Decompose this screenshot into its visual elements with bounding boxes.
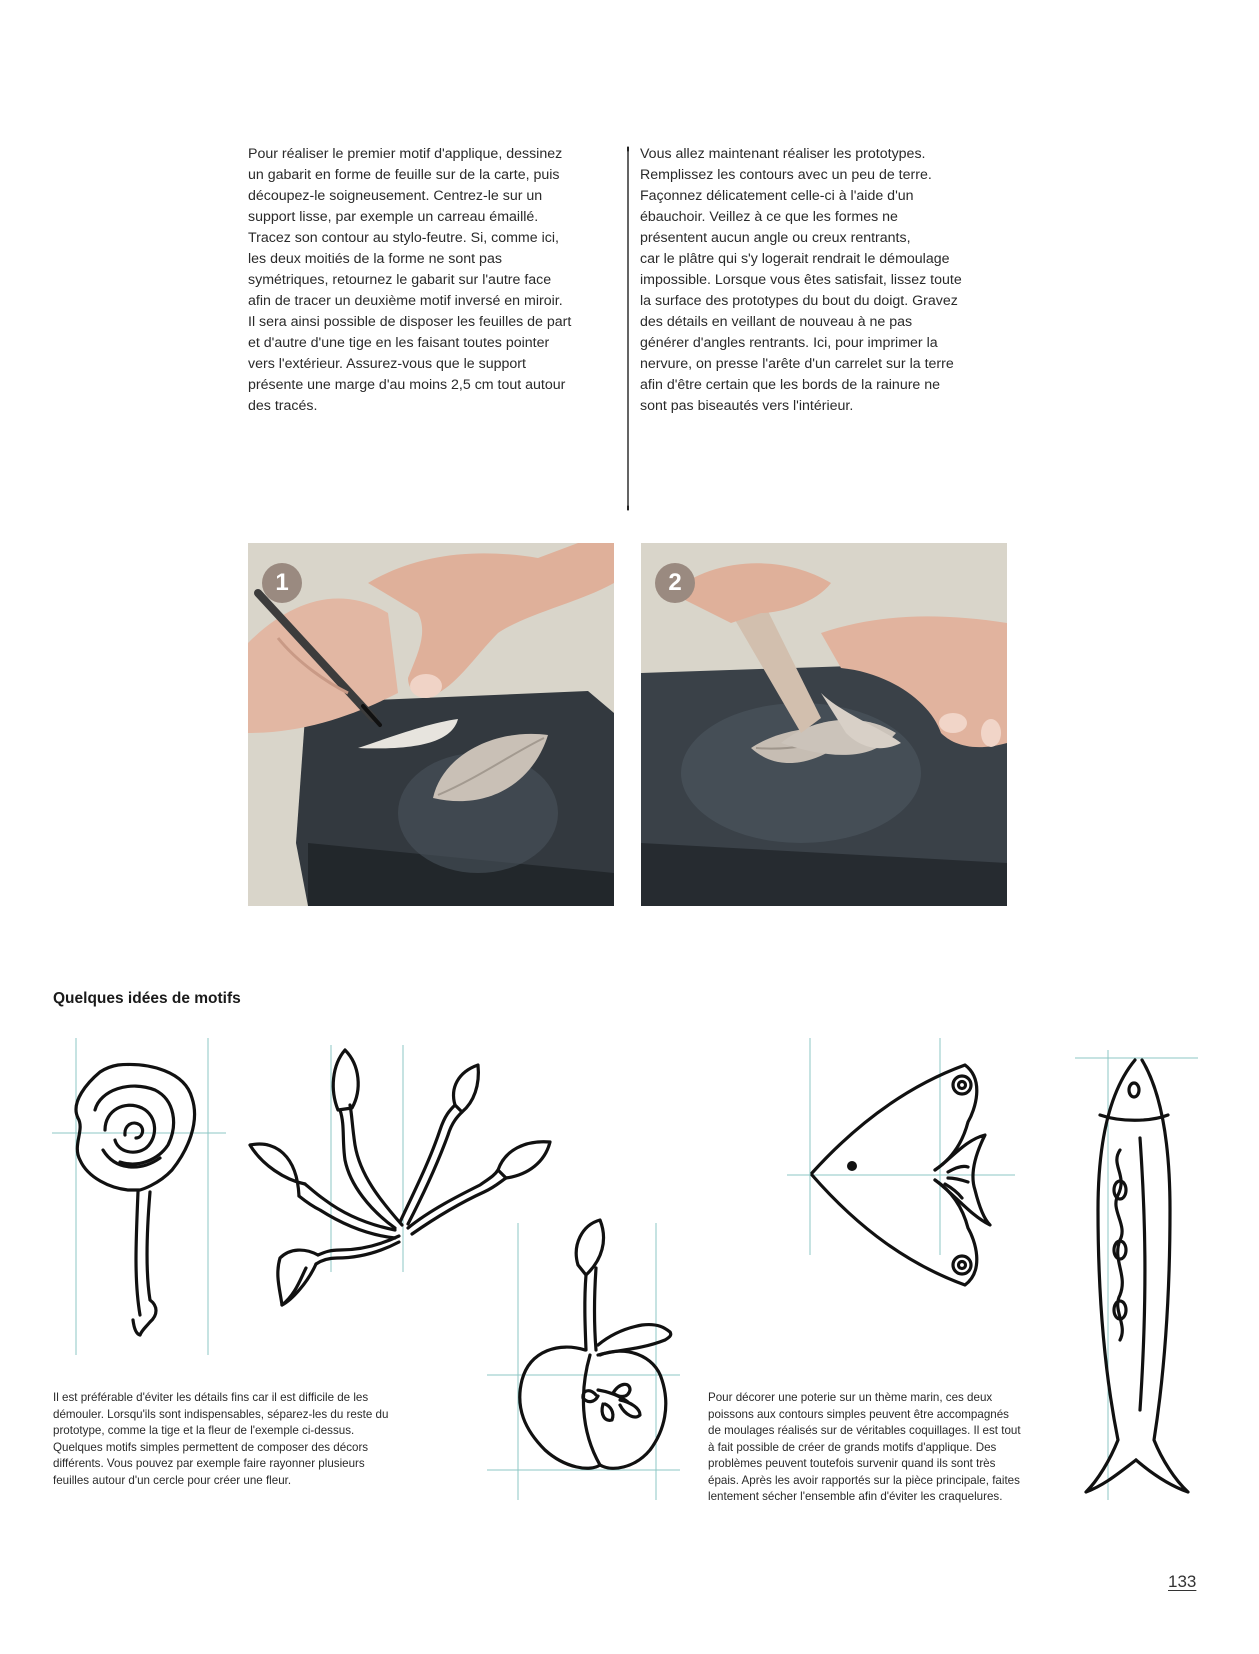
- photo-step-2: [641, 543, 1007, 906]
- text-line: afin d'être certain que les bords de la rainure ne: [640, 377, 941, 393]
- step-number-badge: 2: [655, 563, 695, 603]
- text-line: car le plâtre qui s'y logerait rendrait le démoulage: [640, 251, 950, 267]
- caption-line: lentement sécher l'ensemble afin d'éviter les craquelures.: [708, 1490, 1003, 1503]
- caption-line: épais. Après les avoir rapportés sur la pièce principale, faites: [708, 1473, 1020, 1487]
- right-text-column: [640, 144, 1010, 417]
- text-line: Tracez son contour au stylo-feutre. Si, comme ici,: [248, 230, 559, 246]
- text-line: Il sera ainsi possible de disposer les feuilles de part: [248, 314, 572, 330]
- text-line: la surface des prototypes du bout du doigt. Gravez: [640, 293, 958, 309]
- caption-line: différents. Vous pouvez par exemple faire rayonner plusieurs: [53, 1457, 365, 1470]
- text-line: découpez-le soigneusement. Centrez-le sur un: [248, 188, 543, 204]
- text-line: Façonnez délicatement celle-ci à l'aide d'un: [640, 188, 914, 204]
- text-line: Pour réaliser le premier motif d'applique, dessinez: [248, 146, 563, 162]
- caption-line: problèmes peuvent toutefois survenir quand ils sont très: [708, 1457, 996, 1470]
- left-caption: [53, 1390, 463, 1489]
- caption-line: à fait possible de créer de grands motifs d'applique. Des: [708, 1440, 997, 1454]
- text-line: sont pas biseautés vers l'intérieur.: [640, 398, 854, 414]
- photo-step-1: [248, 543, 614, 906]
- caption-line: Il est préférable d'éviter les détails fins car il est difficile de les: [53, 1391, 369, 1404]
- caption-line: Quelques motifs simples permettent de composer des décors: [53, 1440, 369, 1454]
- text-line: présentent aucun angle ou creux rentrants,: [640, 230, 911, 246]
- left-text-column: [248, 144, 618, 417]
- text-line: générer d'angles rentrants. Ici, pour imprimer la: [640, 335, 938, 351]
- section-heading: Quelques idées de motifs: [53, 990, 241, 1007]
- text-line: un gabarit en forme de feuille sur de la carte, puis: [248, 167, 560, 183]
- column-divider: [627, 146, 629, 512]
- text-line: vers l'extérieur. Assurez-vous que le support: [248, 356, 526, 372]
- step-number-badge: 1: [262, 563, 302, 603]
- caption-line: prototype, comme la tige et la fleur de l'exemple ci-dessus.: [53, 1424, 355, 1437]
- text-line: des tracés.: [248, 398, 318, 414]
- caption-line: feuilles autour d'un cercle pour créer une fleur.: [53, 1473, 292, 1487]
- text-line: symétriques, retournez le gabarit sur l'autre face: [248, 272, 552, 288]
- caption-line: démouler. Lorsqu'ils sont indispensables, séparez-les du reste du: [53, 1407, 389, 1421]
- rose-motif: [76, 1064, 195, 1335]
- text-line: Remplissez les contours avec un peu de terre.: [640, 167, 932, 183]
- page-number: 133: [1168, 1572, 1197, 1591]
- text-line: ébauchoir. Veillez à ce que les formes ne: [640, 209, 898, 225]
- text-line: les deux moitiés de la forme ne sont pas: [248, 251, 502, 267]
- branch-motif: [250, 1050, 550, 1305]
- caption-line: poissons aux contours simples peuvent être accompagnés: [708, 1407, 1009, 1421]
- text-line: afin de tracer un deuxième motif inversé en miroir.: [248, 293, 563, 309]
- text-line: et d'autre d'une tige en les faisant toutes pointer: [248, 335, 550, 351]
- text-line: présente une marge d'au moins 2,5 cm tout autour: [248, 377, 566, 393]
- sardine-motif: [1086, 1060, 1188, 1492]
- fish-eye: [847, 1161, 857, 1171]
- caption-line: Pour décorer une poterie sur un thème marin, ces deux: [708, 1391, 993, 1404]
- text-line: Vous allez maintenant réaliser les prototypes.: [640, 146, 926, 162]
- text-line: nervure, on presse l'arête d'un carrelet sur la terre: [640, 356, 954, 372]
- apple-motif: [520, 1220, 671, 1468]
- text-line: impossible. Lorsque vous êtes satisfait, lissez toute: [640, 272, 962, 288]
- right-caption: [708, 1390, 1088, 1506]
- text-line: support lisse, par exemple un carreau émaillé.: [248, 209, 539, 225]
- text-line: des détails en veillant de nouveau à ne pas: [640, 314, 913, 330]
- caption-line: de moulages réalisés sur de véritables coquillages. Il est tout: [708, 1424, 1021, 1437]
